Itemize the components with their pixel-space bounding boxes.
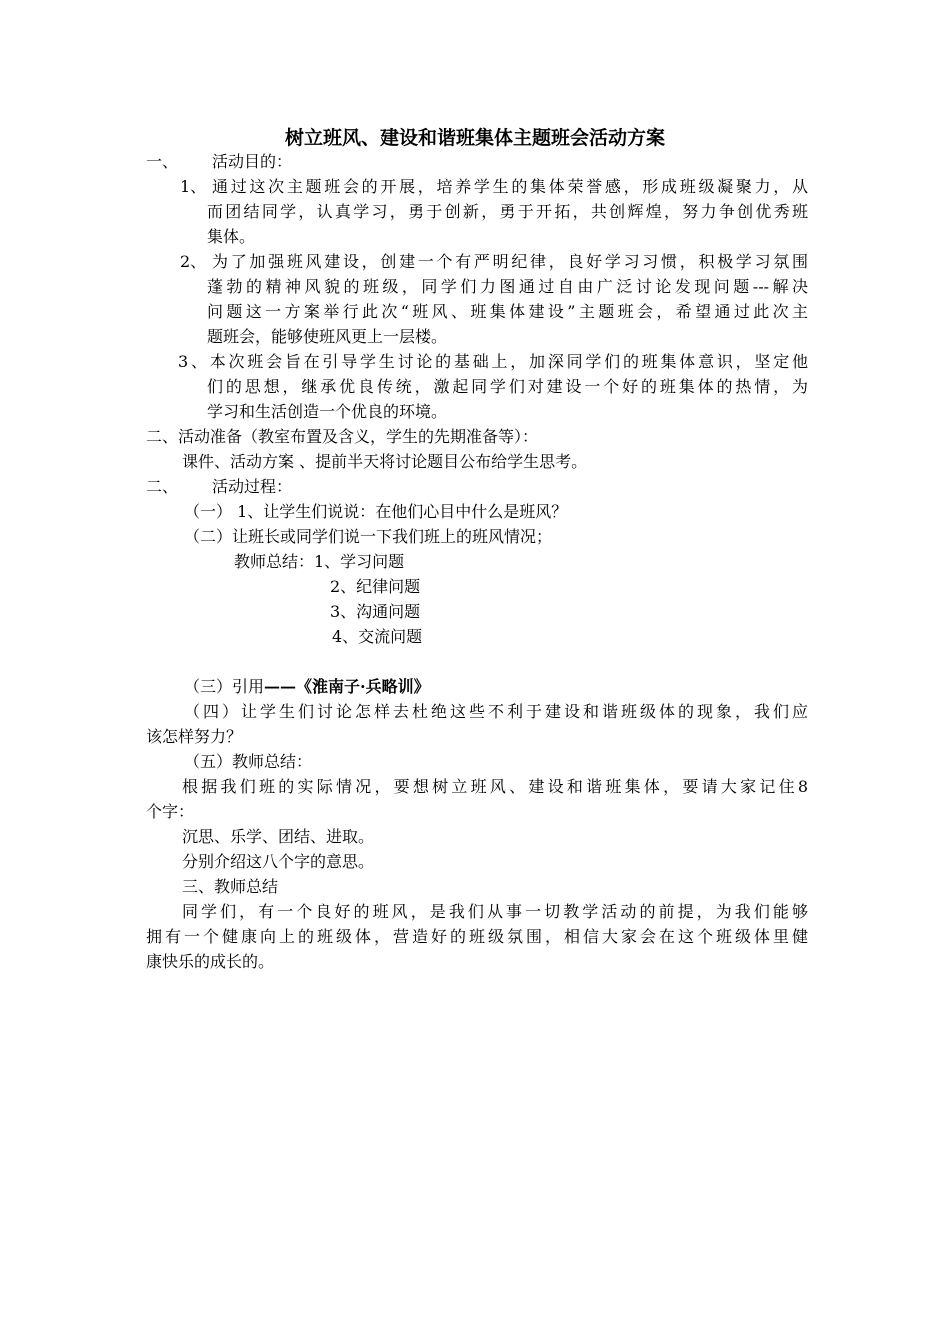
teacher-summary-item-1: 教师总结：1、学习问题	[234, 552, 405, 571]
explanation: 分别介绍这八个字的意思。	[182, 852, 375, 871]
step-3-prefix: （三）引用	[184, 677, 265, 696]
item-2-line-3: 问题这一方案举行此次“班风、班集体建设”主题班会，希望通过此次主	[207, 302, 808, 321]
teacher-summary-item-4: 4、交流问题	[332, 627, 423, 646]
section-1-number: 一、	[146, 152, 179, 171]
item-3-line-3: 学习和生活创造一个优良的环境。	[207, 402, 448, 421]
section-3-heading: 活动过程：	[212, 477, 293, 496]
item-1-line-1: 通过这次主题班会的开展，培养学生的集体荣誉感，形成班级凝聚力，从	[212, 177, 808, 196]
item-2-line-4: 题班会，能够使班风更上一层楼。	[207, 327, 448, 346]
section-2-body: 课件、活动方案 、提前半天将讨论题目公布给学生思考。	[182, 452, 588, 471]
step-3-quote: ——《淮南子·兵略训》	[264, 677, 430, 696]
item-1-number: 1、	[180, 177, 207, 196]
item-3-line-2: 们的思想，继承优良传统，激起同学们对建设一个好的班集体的热情，为	[207, 377, 808, 396]
document-title: 树立班风、建设和谐班集体主题班会活动方案	[284, 127, 665, 149]
teacher-summary-item-3: 3、沟通问题	[330, 602, 421, 621]
step-5: （五）教师总结：	[184, 752, 313, 771]
item-2-number: 2、	[180, 252, 207, 271]
item-3-line-1: 3、本次班会旨在引导学生讨论的基础上，加深同学们的班集体意识，坚定他	[178, 352, 808, 371]
step-3	[184, 675, 430, 699]
final-line-2: 拥有一个健康向上的班级体，营造好的班级氛围，相信大家会在这个班级体里健	[146, 927, 808, 946]
final-line-1: 同学们，有一个良好的班风，是我们从事一切教学活动的前提，为我们能够	[182, 902, 808, 921]
section-2-heading: 二、活动准备（教室布置及含义，学生的先期准备等）：	[146, 427, 539, 446]
section-3-number: 二、	[146, 477, 179, 496]
eight-characters: 沉思、乐学、团结、进取。	[182, 827, 375, 846]
item-2-line-2: 蓬勃的精神风貌的班级，同学们力图通过自由广泛讨论发现问题---解决	[207, 277, 808, 296]
item-1-line-3: 集体。	[207, 227, 256, 246]
step-2: （二）让班长或同学们说一下我们班上的班风情况；	[184, 527, 553, 546]
item-1-line-2: 而团结同学，认真学习，勇于创新，勇于开拓，共创辉煌，努力争创优秀班	[207, 202, 808, 221]
teacher-summary-item-2: 2、纪律问题	[330, 577, 421, 596]
step-4-line-2: 该怎样努力？	[146, 727, 243, 746]
section-4-heading: 三、教师总结	[182, 877, 279, 896]
item-2-line-1: 为了加强班风建设，创建一个有严明纪律，良好学习习惯，积极学习氛围	[212, 252, 808, 271]
final-line-3: 康快乐的成长的。	[146, 952, 275, 971]
section-1-heading: 活动目的：	[212, 152, 293, 171]
paragraph-a-line-2: 个字：	[146, 802, 195, 821]
step-4-line-1: （四）让学生们讨论怎样去杜绝这些不利于建设和谐班级体的现象，我们应	[184, 702, 808, 721]
step-1: （一） 1、让学生们说说：在他们心目中什么是班风？	[184, 502, 568, 521]
paragraph-a-line-1: 根据我们班的实际情况，要想树立班风、建设和谐班集体，要请大家记住8	[182, 777, 808, 796]
